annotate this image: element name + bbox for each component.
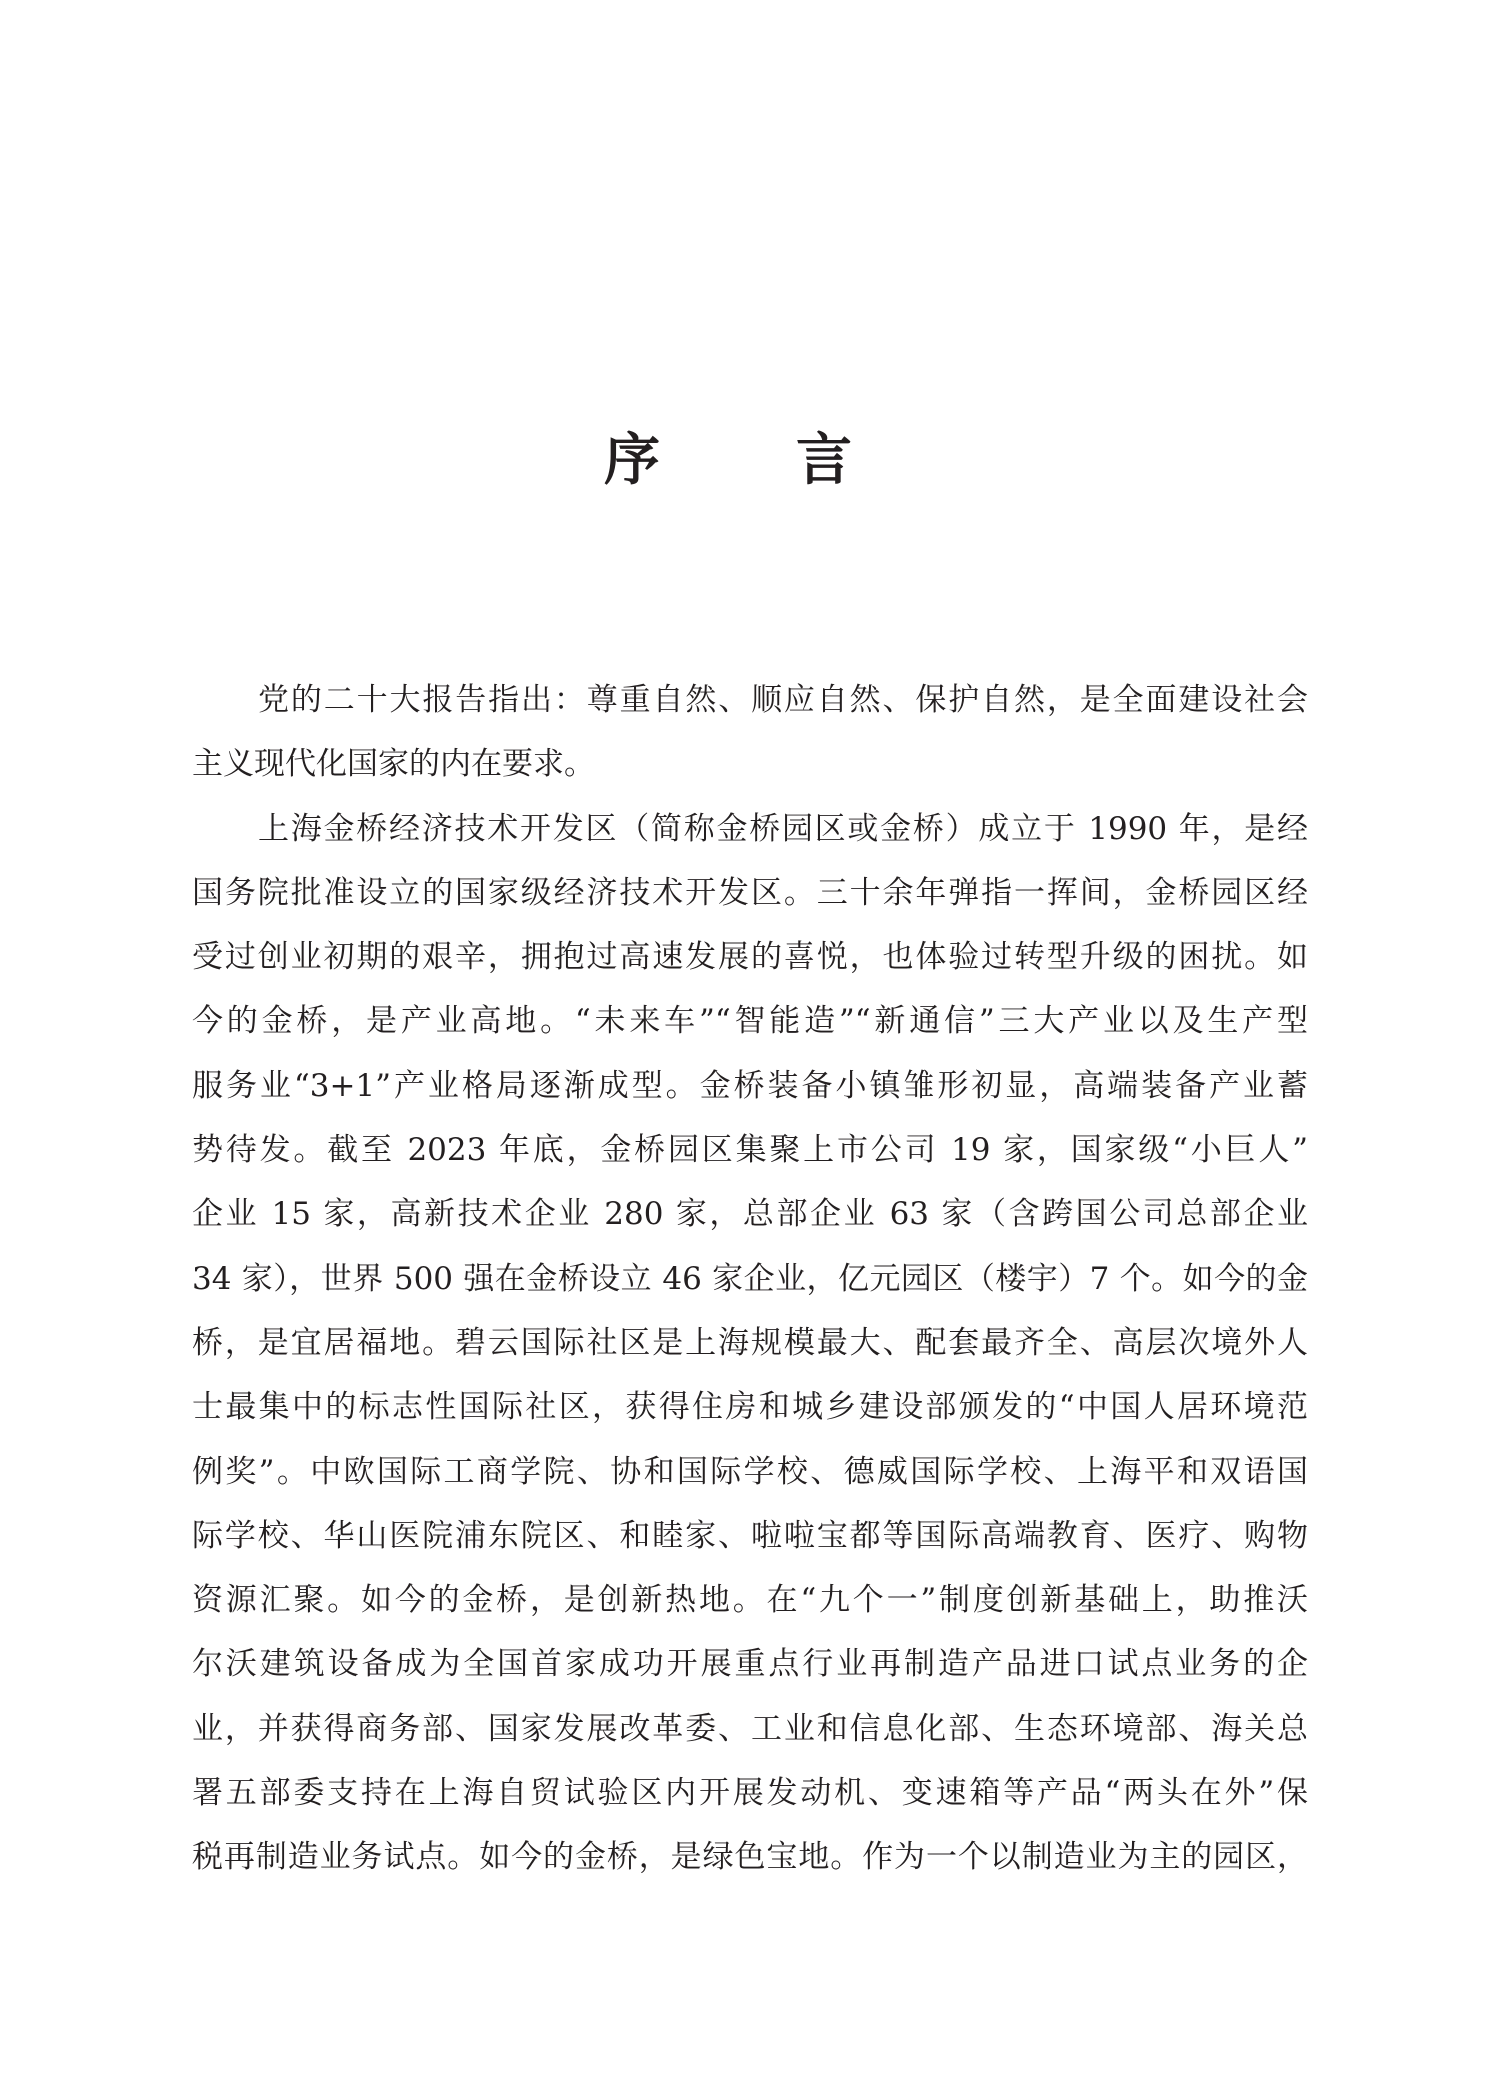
preface-body (192, 668, 1308, 1890)
page-title: 序 言 (604, 427, 892, 493)
text-line: 资源汇聚。如今的金桥，是创新热地。在“九个一”制度创新基础上，助推沃 (192, 1582, 1308, 1619)
text-line: 尔沃建筑设备成为全国首家成功开展重点行业再制造产品进口试点业务的企 (192, 1646, 1308, 1683)
text-line: 服务业“3+1”产业格局逐渐成型。金桥装备小镇雏形初显，高端装备产业蓄 (192, 1067, 1308, 1104)
text-line: 业，并获得商务部、国家发展改革委、工业和信息化部、生态环境部、海关总 (192, 1710, 1308, 1747)
text-line: 势待发。截至 2023 年底，金桥园区集聚上市公司 19 家，国家级“小巨人” (192, 1132, 1308, 1169)
text-line: 士最集中的标志性国际社区，获得住房和城乡建设部颁发的“中国人居环境范 (192, 1389, 1308, 1426)
text-line: 主义现代化国家的内在要求。 (192, 746, 595, 783)
text-line: 今的金桥，是产业高地。“未来车”“智能造”“新通信”三大产业以及生产型 (192, 1003, 1308, 1040)
text-line: 34 家），世界 500 强在金桥设立 46 家企业，亿元园区（楼宇）7 个。如今的金 (192, 1260, 1308, 1297)
text-line: 受过创业初期的艰辛，拥抱过高速发展的喜悦，也体验过转型升级的困扰。如 (192, 939, 1308, 976)
text-line: 例奖”。中欧国际工商学院、协和国际学校、德威国际学校、上海平和双语国 (192, 1453, 1308, 1490)
text-line: 上海金桥经济技术开发区（简称金桥园区或金桥）成立于 1990 年，是经 (258, 810, 1308, 847)
text-line: 企业 15 家，高新技术企业 280 家，总部企业 63 家（含跨国公司总部企业 (192, 1196, 1308, 1233)
text-line: 际学校、华山医院浦东院区、和睦家、啦啦宝都等国际高端教育、医疗、购物 (192, 1517, 1308, 1554)
text-line: 国务院批准设立的国家级经济技术开发区。三十余年弹指一挥间，金桥园区经 (192, 874, 1308, 911)
text-line: 桥，是宜居福地。碧云国际社区是上海规模最大、配套最齐全、高层次境外人 (192, 1324, 1308, 1361)
text-line: 税再制造业务试点。如今的金桥，是绿色宝地。作为一个以制造业为主的园区， (192, 1839, 1308, 1876)
text-line: 党的二十大报告指出：尊重自然、顺应自然、保护自然，是全面建设社会 (258, 682, 1308, 718)
text-line: 署五部委支持在上海自贸试验区内开展发动机、变速箱等产品“两头在外”保 (192, 1775, 1308, 1812)
